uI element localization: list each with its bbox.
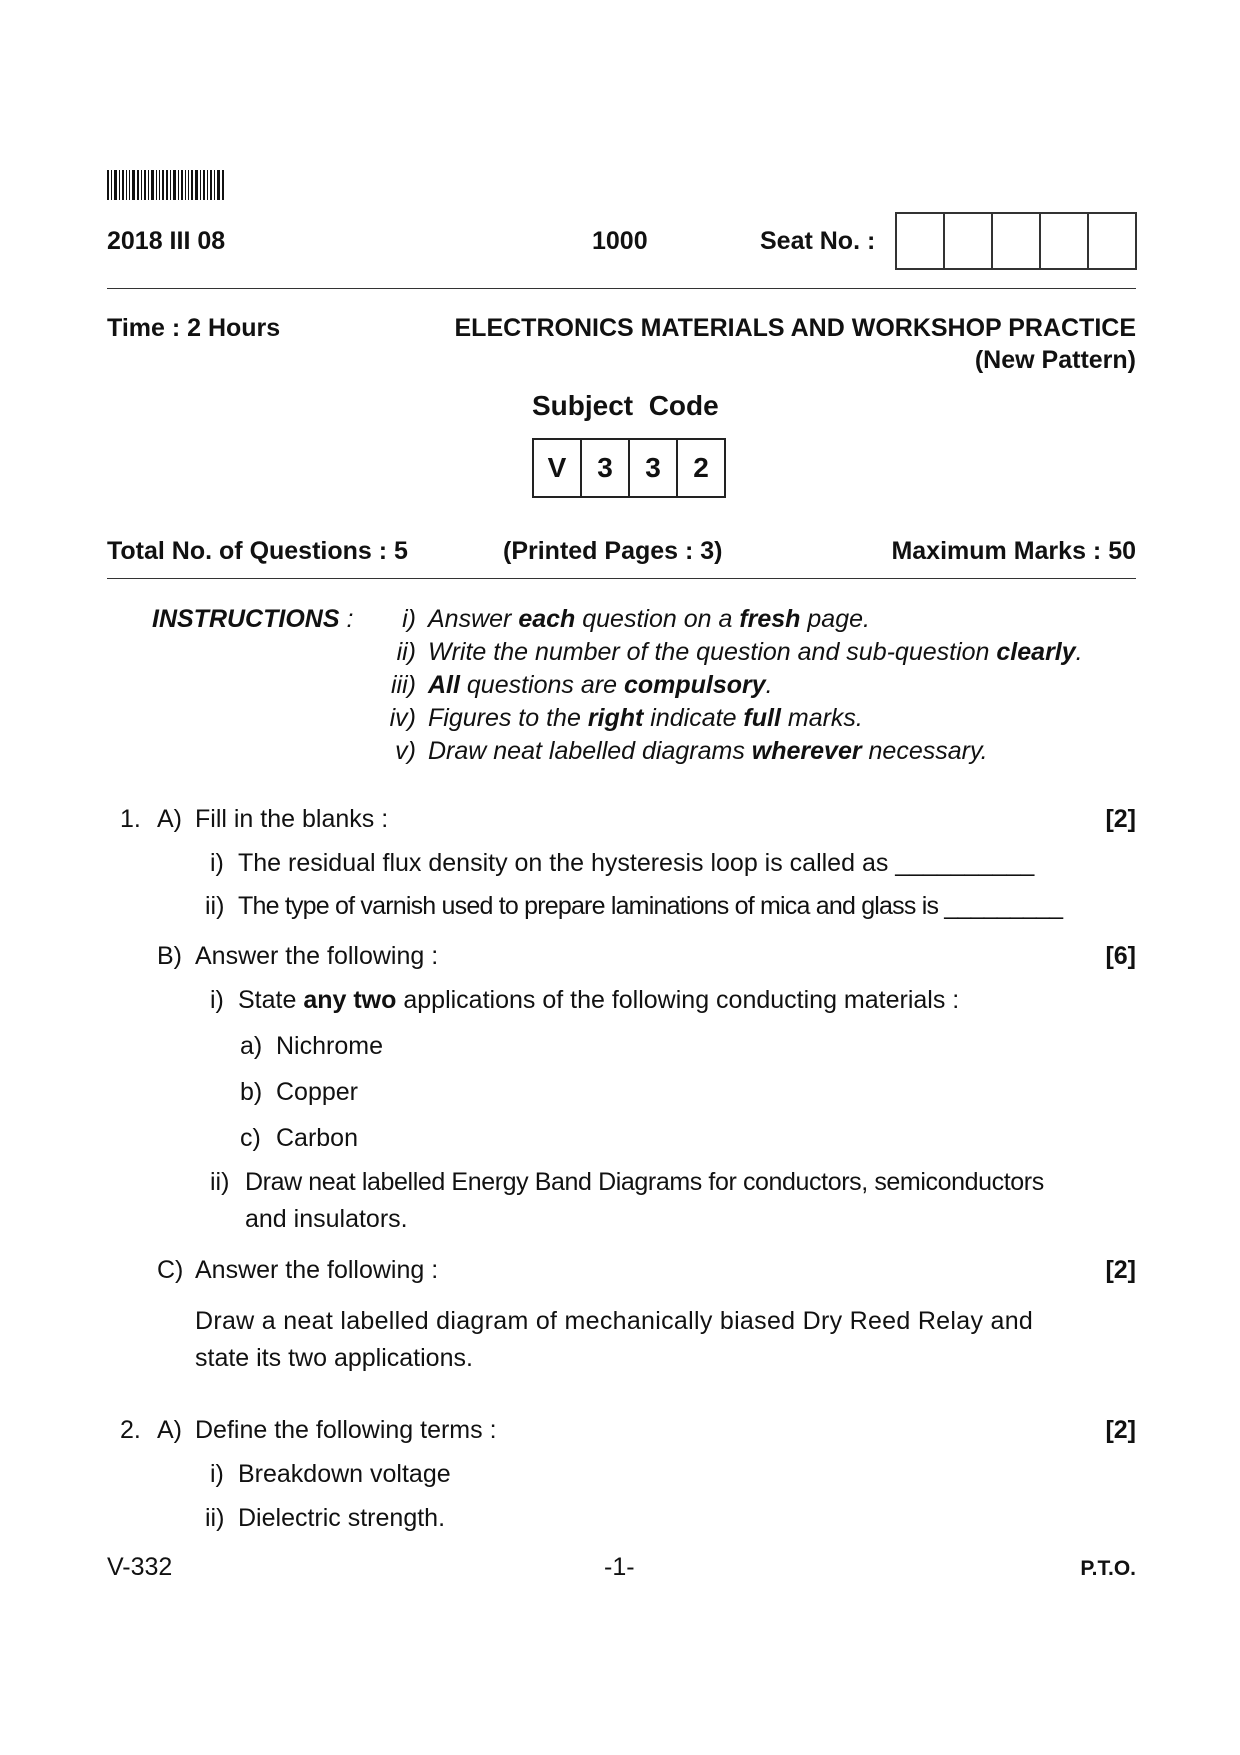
marks-label: [6] <box>1105 942 1136 970</box>
page-number: -1- <box>604 1553 635 1581</box>
subquestion-text: Fill in the blanks : <box>195 805 389 833</box>
sub-item-number: c) <box>240 1124 261 1152</box>
subject-code-label: Subject Code <box>532 390 719 421</box>
sub-item-text: Carbon <box>276 1124 358 1152</box>
instruction-item: ii) Write the number of the question and sub-question clearly. <box>396 638 1083 666</box>
pto-label: P.T.O. <box>1080 1557 1136 1580</box>
question-text: state its two applications. <box>195 1344 473 1372</box>
seat-box[interactable] <box>1041 214 1089 268</box>
question-number: 2. <box>120 1416 141 1444</box>
question-number: 1. <box>120 805 141 833</box>
subject-code-boxes <box>532 438 726 498</box>
item-number: i) <box>210 986 224 1014</box>
seat-box[interactable] <box>993 214 1041 268</box>
subject-code-char: 3 <box>582 440 630 496</box>
item-text: Breakdown voltage <box>238 1460 451 1488</box>
subquestion-label: B) <box>157 942 182 970</box>
paper-count: 1000 <box>592 227 648 255</box>
printed-pages: (Printed Pages : 3) <box>503 537 723 565</box>
item-text: The type of varnish used to prepare laminations of mica and glass is _________ <box>238 892 1063 920</box>
instructions-label: INSTRUCTIONS : <box>152 605 354 633</box>
sub-item-text: Nichrome <box>276 1032 383 1060</box>
subject-code-char: V <box>534 440 582 496</box>
marks-label: [2] <box>1105 1416 1136 1444</box>
item-text: and insulators. <box>245 1205 408 1233</box>
item-number: i) <box>210 1460 224 1488</box>
seat-number-label: Seat No. : <box>760 227 876 255</box>
paper-code: V-332 <box>107 1553 173 1581</box>
item-text: The residual flux density on the hysteresis loop is called as __________ <box>238 849 1035 877</box>
header-divider <box>107 288 1136 289</box>
item-number: i) <box>210 849 224 877</box>
subquestion-text: Answer the following : <box>195 1256 439 1284</box>
seat-box[interactable] <box>945 214 993 268</box>
item-text: Dielectric strength. <box>238 1504 446 1532</box>
total-questions: Total No. of Questions : 5 <box>107 537 408 565</box>
totals-divider <box>107 578 1136 579</box>
item-text: Draw neat labelled Energy Band Diagrams for conductors, semiconductors <box>245 1168 1044 1196</box>
pattern-label: (New Pattern) <box>974 346 1136 374</box>
subject-code-char: 2 <box>693 452 709 483</box>
item-number: ii) <box>205 1504 225 1532</box>
subquestion-label: A) <box>157 1416 182 1444</box>
instruction-item: iii) All questions are compulsory. <box>391 671 773 699</box>
item-number: ii) <box>205 892 225 920</box>
instruction-item: v) Draw neat labelled diagrams wherever necessary. <box>395 737 988 765</box>
barcode <box>107 170 247 200</box>
subquestion-label: A) <box>157 805 182 833</box>
item-number: ii) <box>210 1168 230 1196</box>
subject-code-char: 3 <box>630 440 678 496</box>
subquestion-text: Define the following terms : <box>195 1416 497 1444</box>
sub-item-number: b) <box>240 1078 263 1106</box>
instruction-item: i) Answer each question on a fresh page. <box>402 605 870 633</box>
subquestion-label: C) <box>157 1256 184 1284</box>
maximum-marks: Maximum Marks : 50 <box>891 537 1136 565</box>
subquestion-text: Answer the following : <box>195 942 439 970</box>
marks-label: [2] <box>1105 805 1136 833</box>
exam-time: Time : 2 Hours <box>107 314 281 342</box>
question-text: Draw a neat labelled diagram of mechanically biased Dry Reed Relay and <box>195 1307 1034 1335</box>
exam-code: 2018 III 08 <box>107 227 226 255</box>
subject-title: ELECTRONICS MATERIALS AND WORKSHOP PRACTICE <box>454 314 1136 342</box>
seat-box[interactable] <box>1089 214 1135 268</box>
marks-label: [2] <box>1105 1256 1136 1284</box>
item-text: State any two applications of the following conducting materials : <box>238 986 960 1014</box>
seat-box[interactable] <box>897 214 945 268</box>
sub-item-number: a) <box>240 1032 263 1060</box>
sub-item-text: Copper <box>276 1078 358 1106</box>
instruction-item: iv) Figures to the right indicate full marks. <box>389 704 863 732</box>
seat-number-boxes[interactable] <box>895 212 1137 270</box>
